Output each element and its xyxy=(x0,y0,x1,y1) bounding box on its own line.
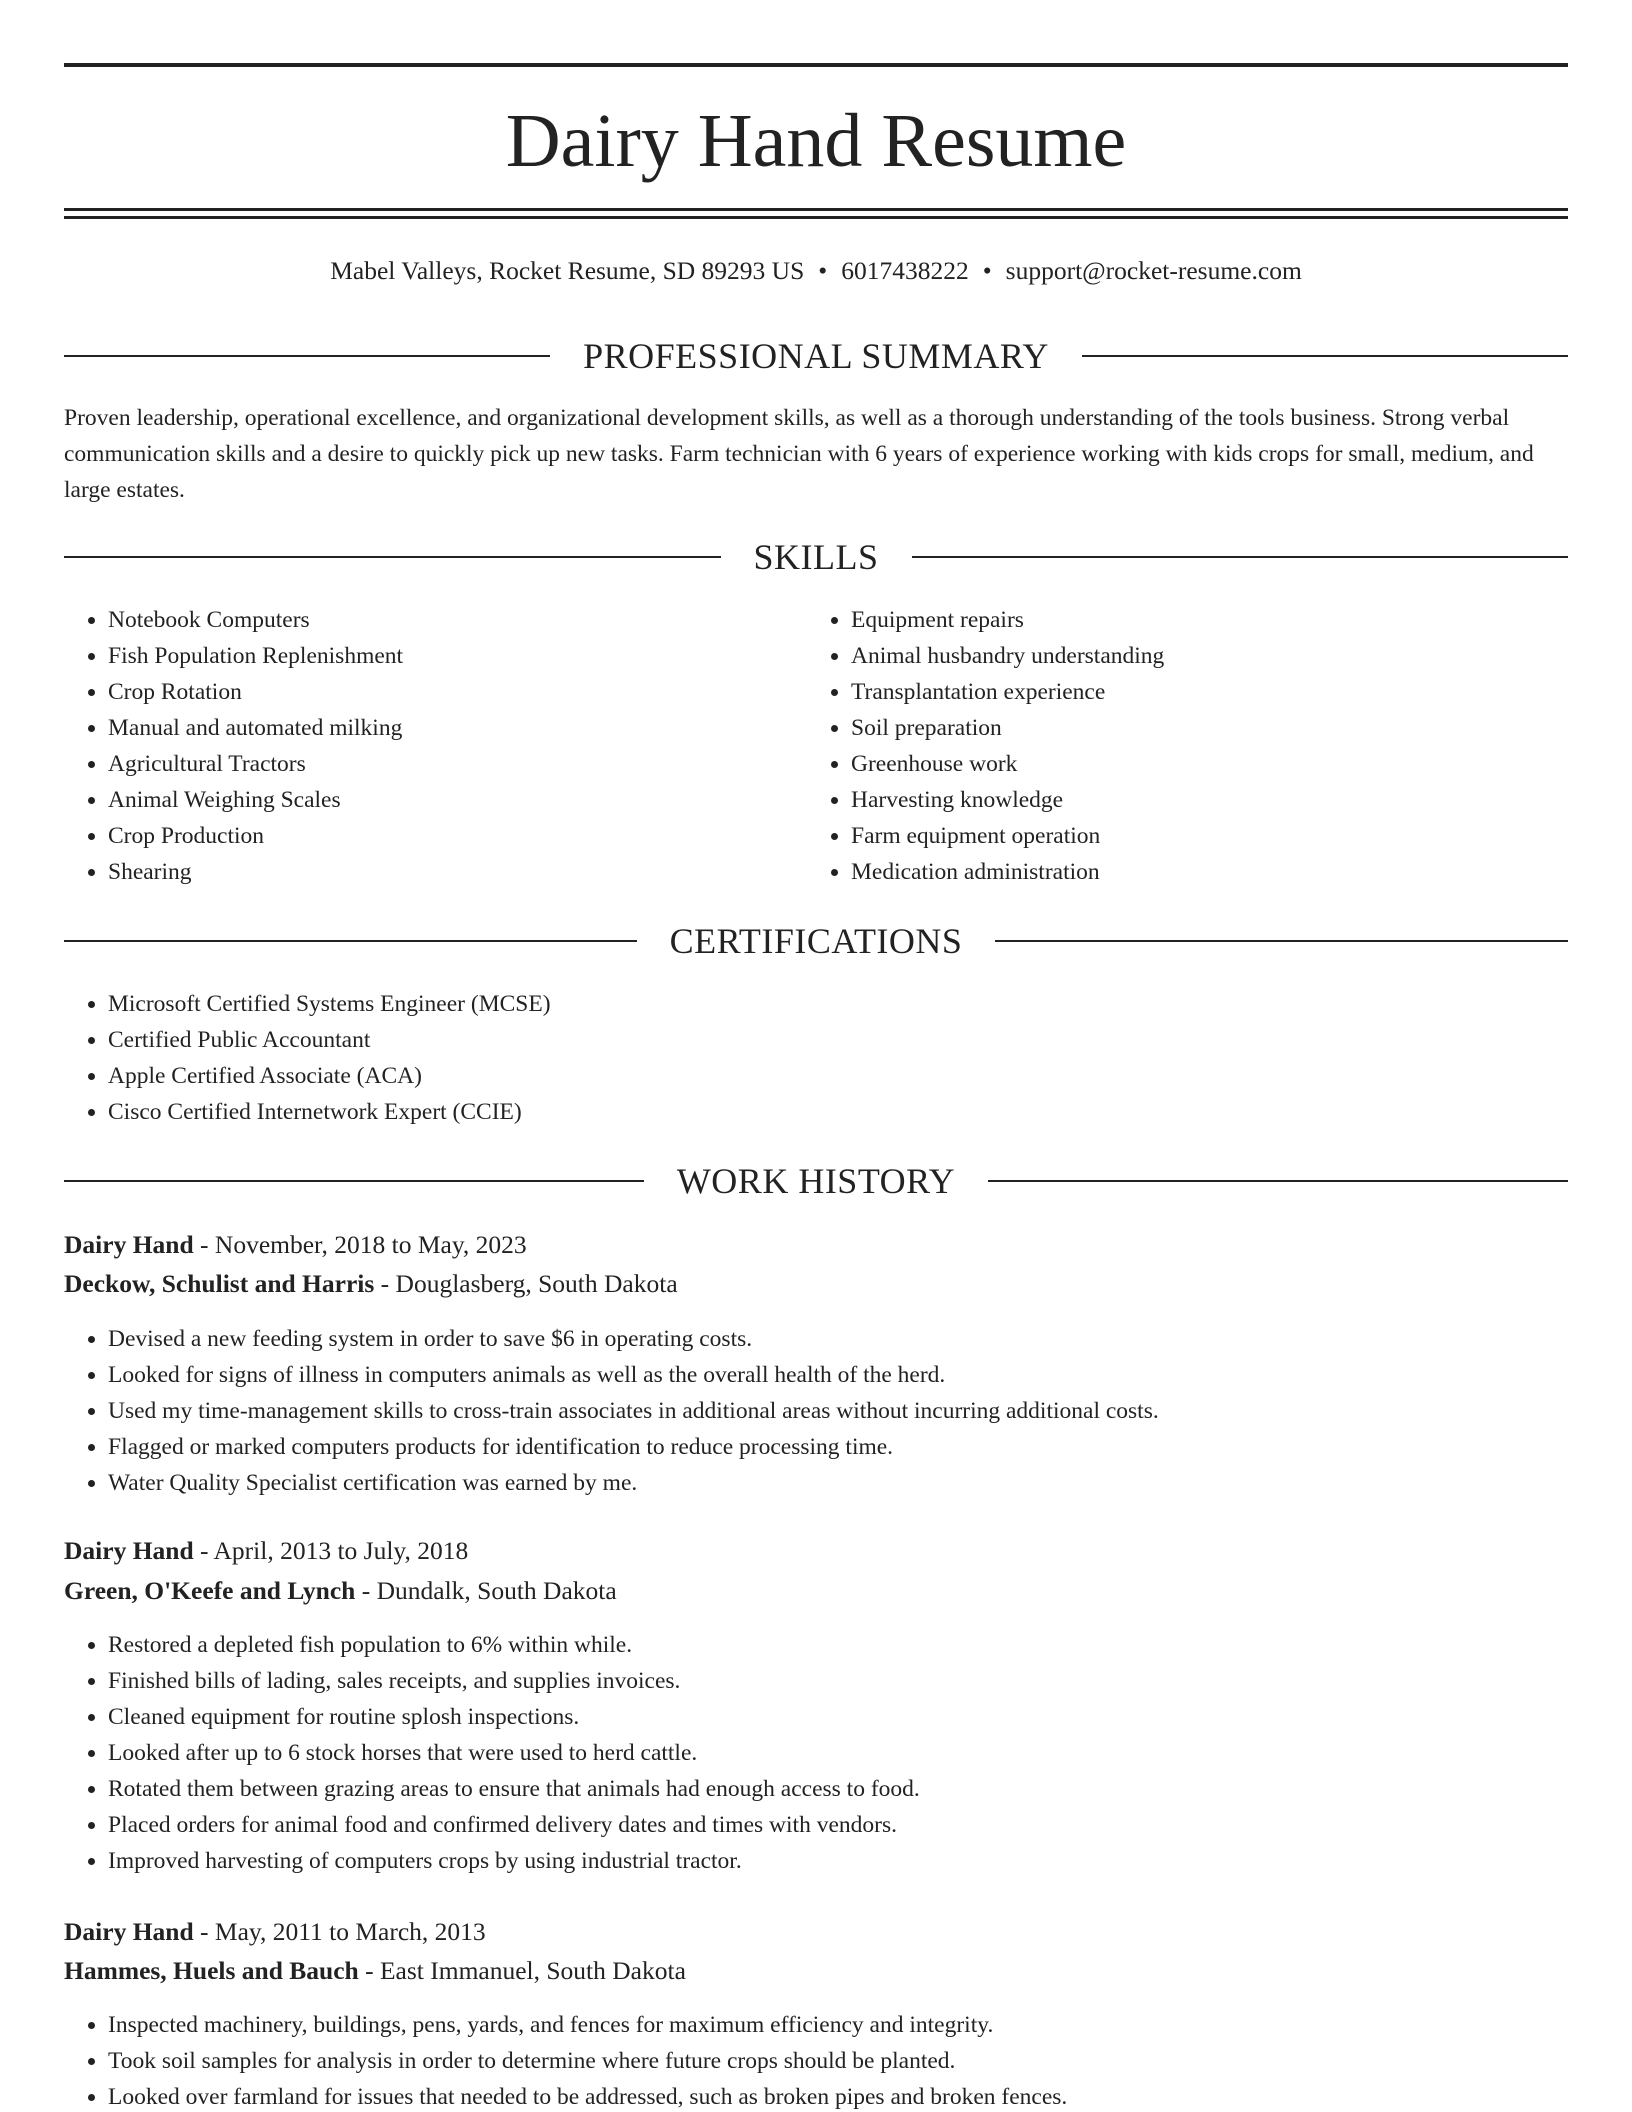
list-item: • Inspected machinery, buildings, pens, yards, and fences for maximum efficiency and integrity. xyxy=(108,2007,1568,2043)
list-item: • Microsoft Certified Systems Engineer (MCSE) xyxy=(108,986,1568,1022)
list-item: • Looked after up to 6 stock horses that were used to herd cattle. xyxy=(108,1735,1568,1771)
title-double-rule-upper xyxy=(64,208,1568,211)
skills-list-left xyxy=(64,602,808,890)
contact-address: Mabel Valleys, Rocket Resume, SD 89293 US xyxy=(330,256,805,285)
list-item: • Medication administration xyxy=(851,854,1551,890)
list-item: • Manual and automated milking xyxy=(108,710,808,746)
page-title: Dairy Hand Resume xyxy=(505,99,1127,183)
list-item: • Flagged or marked computers products for identification to reduce processing time. xyxy=(108,1429,1568,1465)
job-bullets xyxy=(64,2007,1568,2112)
job-location: - Douglasberg, South Dakota xyxy=(374,1269,678,1298)
list-item: • Shearing xyxy=(108,854,808,890)
title-double-rule-lower xyxy=(64,216,1568,219)
heading-rule-left xyxy=(64,940,637,942)
section-heading-work-history xyxy=(64,1159,1568,1203)
section-heading-label: PROFESSIONAL SUMMARY xyxy=(583,336,1049,376)
list-item: • Soil preparation xyxy=(851,710,1551,746)
job-title: Dairy Hand xyxy=(64,1917,194,1946)
job-bullets xyxy=(64,1627,1568,1879)
list-item: • Animal Weighing Scales xyxy=(108,782,808,818)
job-company-line xyxy=(64,1953,1568,1989)
list-item: • Notebook Computers xyxy=(108,602,808,638)
list-item: • Cleaned equipment for routine splosh inspections. xyxy=(108,1699,1568,1735)
job-company-line xyxy=(64,1573,1568,1609)
job-title: Dairy Hand xyxy=(64,1536,194,1565)
heading-rule-right xyxy=(995,940,1568,942)
list-item: • Restored a depleted fish population to 6% within while. xyxy=(108,1627,1568,1663)
section-heading-summary xyxy=(64,334,1568,378)
list-item: • Improved harvesting of computers crops by using industrial tractor. xyxy=(108,1843,1568,1879)
list-item: • Greenhouse work xyxy=(851,746,1551,782)
job-dates: - November, 2018 to May, 2023 xyxy=(193,1230,527,1259)
list-item: • Fish Population Replenishment xyxy=(108,638,808,674)
list-item: • Crop Rotation xyxy=(108,674,808,710)
job-location: - Dundalk, South Dakota xyxy=(355,1576,617,1605)
section-heading-label: SKILLS xyxy=(753,537,879,577)
list-item: • Crop Production xyxy=(108,818,808,854)
job-bullets xyxy=(64,1321,1568,1501)
job-dates: - April, 2013 to July, 2018 xyxy=(193,1536,469,1565)
job-dates: - May, 2011 to March, 2013 xyxy=(193,1917,486,1946)
list-item: • Farm equipment operation xyxy=(851,818,1551,854)
job-title-line xyxy=(64,1914,1568,1950)
section-heading-label: WORK HISTORY xyxy=(676,1161,956,1201)
top-rule xyxy=(64,63,1568,67)
list-item: • Finished bills of lading, sales receipts, and supplies invoices. xyxy=(108,1663,1568,1699)
job-location: - East Immanuel, South Dakota xyxy=(358,1956,686,1985)
section-heading-label: CERTIFICATIONS xyxy=(669,921,963,961)
heading-rule-right xyxy=(1082,355,1568,357)
job-company: Hammes, Huels and Bauch xyxy=(64,1956,359,1985)
job-title: Dairy Hand xyxy=(64,1230,194,1259)
heading-rule-right xyxy=(912,556,1569,558)
job-company-line xyxy=(64,1266,1568,1302)
heading-rule-left xyxy=(64,1180,644,1182)
list-item: • Placed orders for animal food and confirmed delivery dates and times with vendors. xyxy=(108,1807,1568,1843)
contact-phone: 6017438222 xyxy=(841,256,969,285)
list-item: • Looked for signs of illness in computers animals as well as the overall health of the herd. xyxy=(108,1357,1568,1393)
heading-rule-right xyxy=(988,1180,1568,1182)
section-heading-skills xyxy=(64,535,1568,579)
job-company: Deckow, Schulist and Harris xyxy=(64,1269,375,1298)
list-item: • Harvesting knowledge xyxy=(851,782,1551,818)
list-item: • Transplantation experience xyxy=(851,674,1551,710)
job-company: Green, O'Keefe and Lynch xyxy=(64,1576,356,1605)
section-heading-certifications xyxy=(64,919,1568,963)
list-item: • Used my time-management skills to cross-train associates in additional areas without incurring additional costs. xyxy=(108,1393,1568,1429)
list-item: • Took soil samples for analysis in order to determine where future crops should be planted. xyxy=(108,2043,1568,2079)
job-title-line xyxy=(64,1227,1568,1263)
certifications-list xyxy=(64,986,1568,1130)
list-item: • Animal husbandry understanding xyxy=(851,638,1551,674)
list-item: • Looked over farmland for issues that needed to be addressed, such as broken pipes and broken fences. xyxy=(108,2079,1568,2112)
contact-email: support@rocket-resume.com xyxy=(1005,256,1302,285)
list-item: • Rotated them between grazing areas to ensure that animals had enough access to food. xyxy=(108,1771,1568,1807)
summary-text: Proven leadership, operational excellence, and organizational development skills, as well as a thorough understanding of the tools business. Strong verbal communication skills and a desire to quickly pick up new tasks. Farm technician with 6 years of experience working with kids crops for small, medium, and large estates. xyxy=(64,405,1534,503)
list-item: • Equipment repairs xyxy=(851,602,1551,638)
list-item: • Water Quality Specialist certification was earned by me. xyxy=(108,1465,1568,1501)
list-item: • Devised a new feeding system in order to save $6 in operating costs. xyxy=(108,1321,1568,1357)
job-title-line xyxy=(64,1533,1568,1569)
skills-list-right xyxy=(807,602,1551,890)
heading-rule-left xyxy=(64,556,721,558)
list-item: • Certified Public Accountant xyxy=(108,1022,1568,1058)
heading-rule-left xyxy=(64,355,550,357)
contact-line xyxy=(64,255,1568,287)
list-item: • Agricultural Tractors xyxy=(108,746,808,782)
list-item: • Cisco Certified Internetwork Expert (CCIE) xyxy=(108,1094,1568,1130)
contact-separator: • xyxy=(818,256,828,285)
list-item: • Apple Certified Associate (ACA) xyxy=(108,1058,1568,1094)
contact-separator: • xyxy=(982,256,992,285)
